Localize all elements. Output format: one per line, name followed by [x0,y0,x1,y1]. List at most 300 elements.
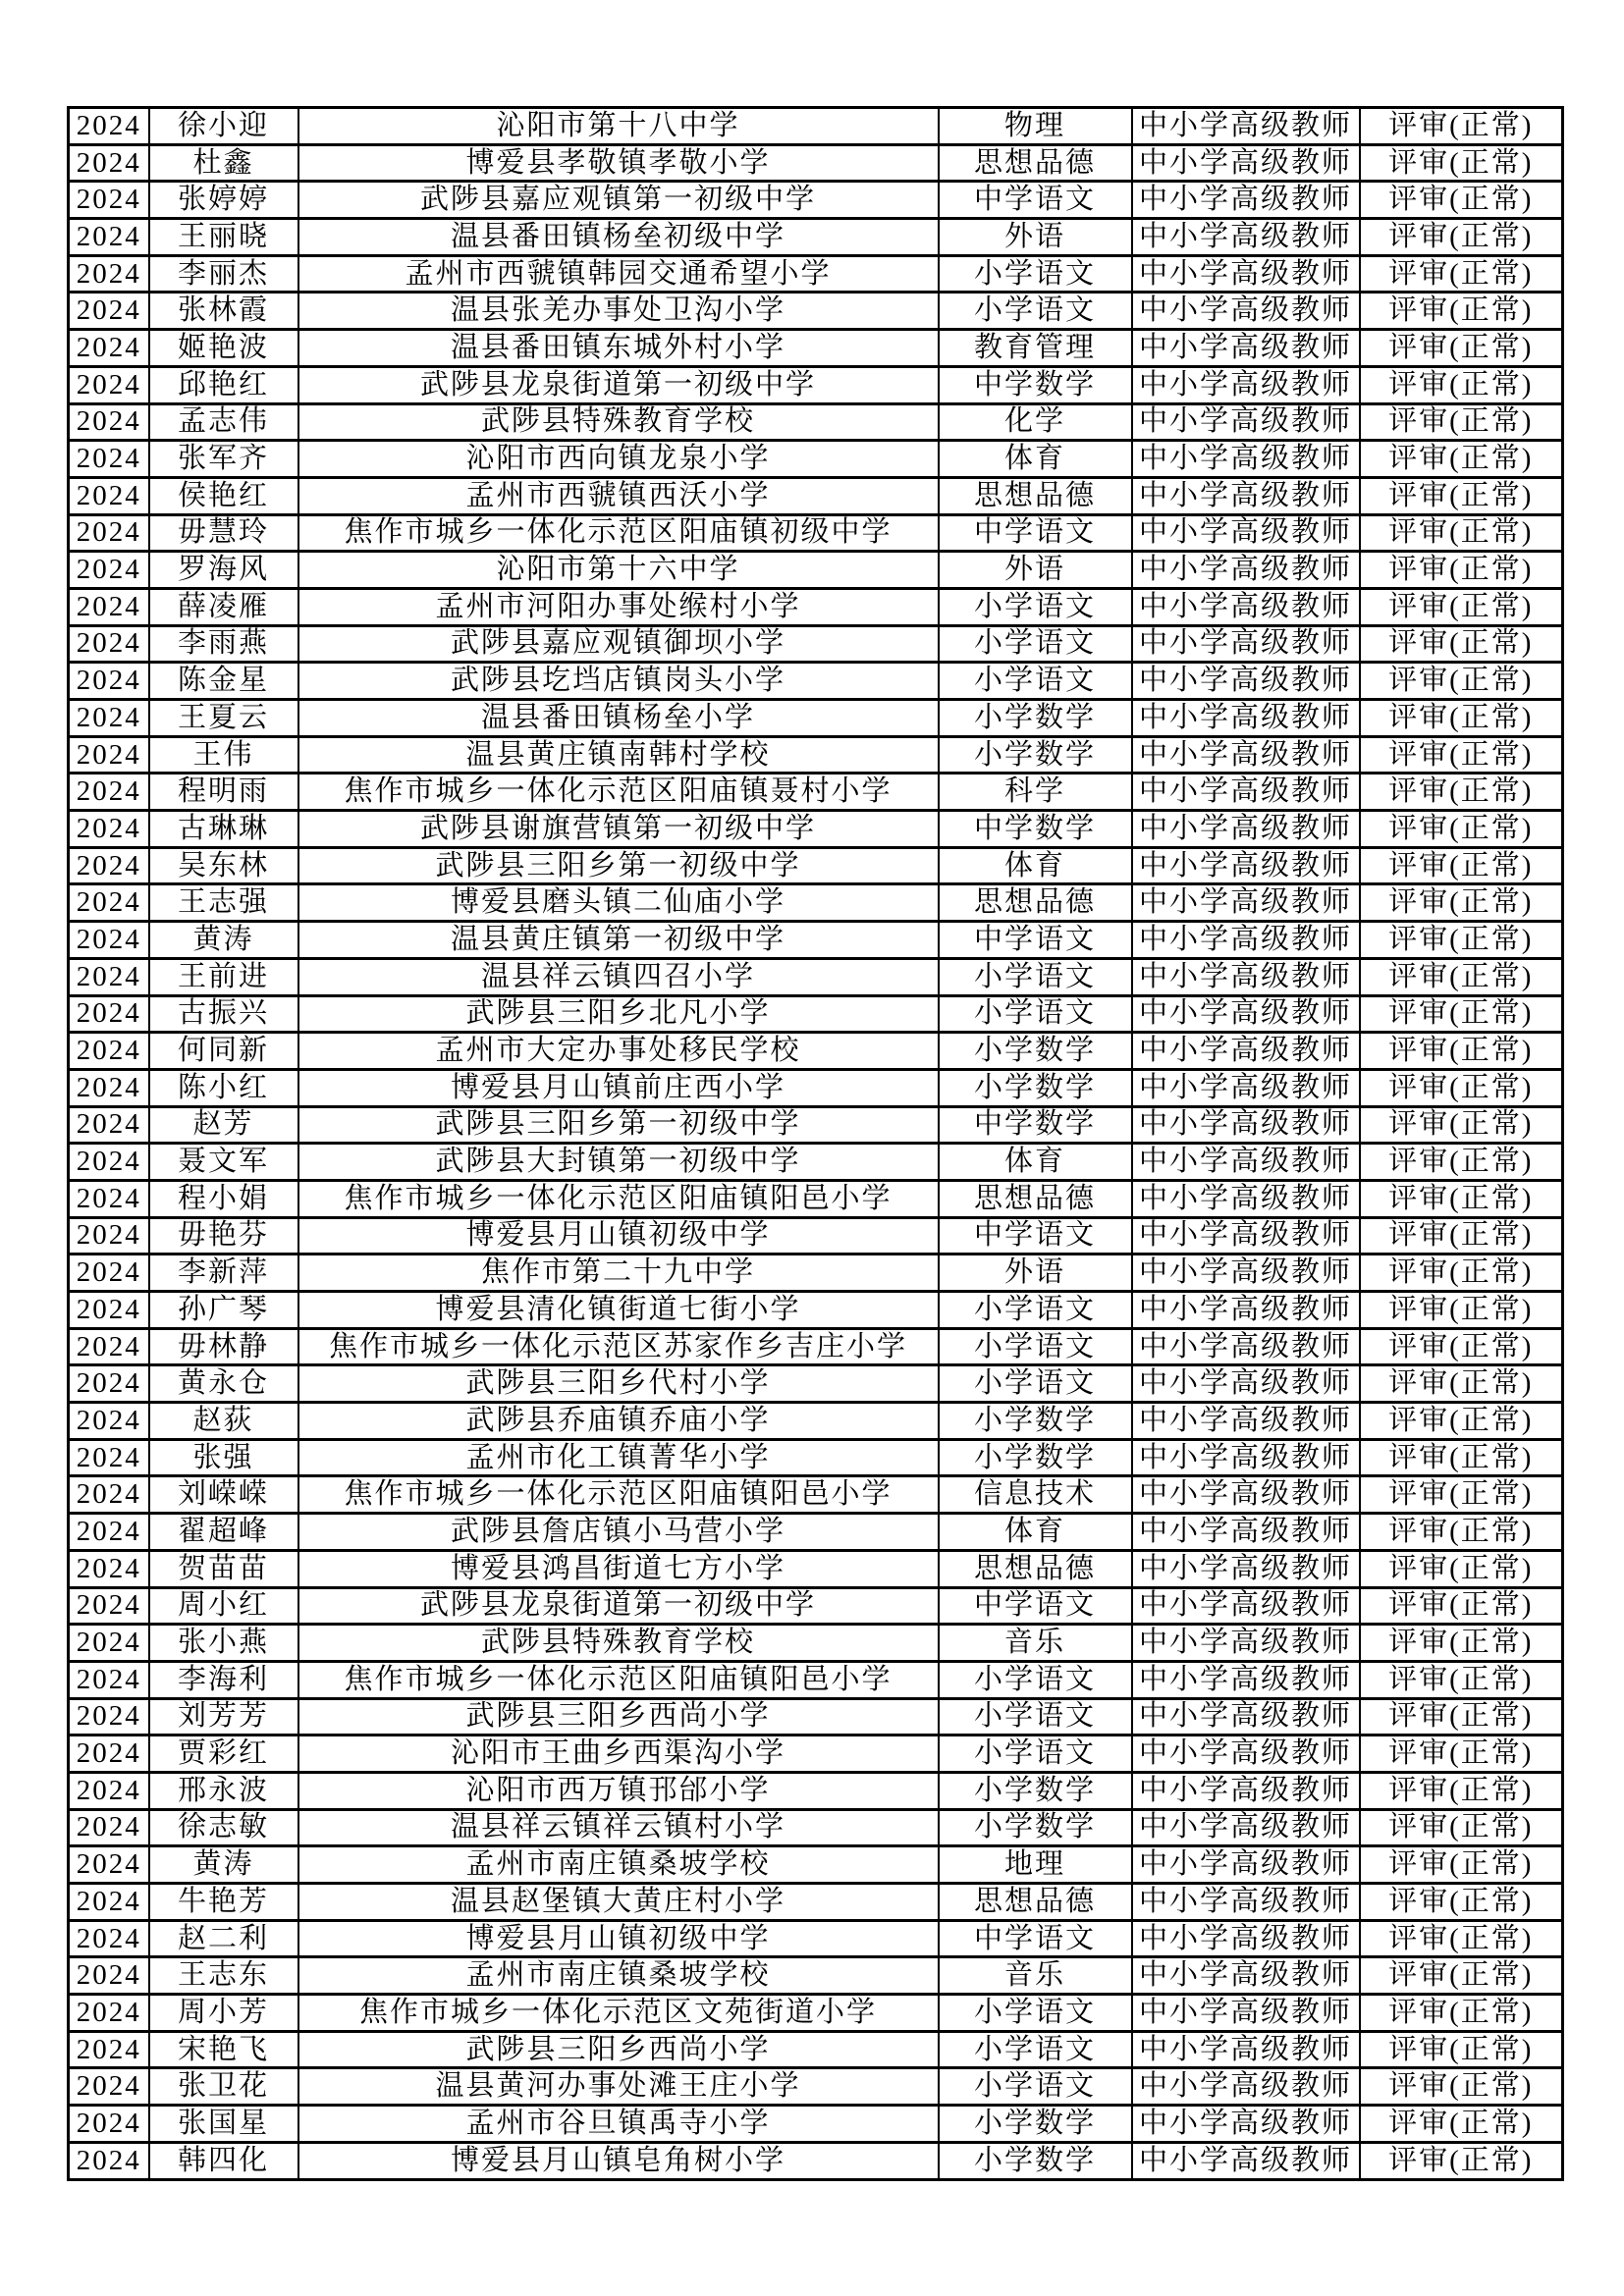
table-row [69,2106,1563,2143]
cell-review-result: 评审(正常) [1360,477,1563,514]
cell-teacher-name: 徐小迎 [149,108,298,145]
cell-school: 温县张羌办事处卫沟小学 [298,293,939,330]
cell-year: 2024 [69,477,149,514]
table-row [69,847,1563,884]
cell-year: 2024 [69,1439,149,1476]
cell-school: 武陟县特殊教育学校 [298,403,939,441]
cell-review-result: 评审(正常) [1360,2106,1563,2143]
cell-title-rank: 中小学高级教师 [1132,1292,1360,1329]
cell-title-rank: 中小学高级教师 [1132,330,1360,367]
cell-teacher-name: 姬艳波 [149,330,298,367]
cell-title-rank: 中小学高级教师 [1132,293,1360,330]
cell-review-result: 评审(正常) [1360,1292,1563,1329]
cell-year: 2024 [69,1772,149,1809]
cell-year: 2024 [69,1403,149,1440]
cell-year: 2024 [69,1514,149,1551]
cell-subject: 化学 [939,403,1132,441]
table-row [69,1809,1563,1846]
cell-teacher-name: 李新萍 [149,1255,298,1292]
cell-year: 2024 [69,2142,149,2179]
cell-subject: 小学语文 [939,255,1132,293]
cell-school: 博爱县孝敬镇孝敬小学 [298,144,939,182]
cell-teacher-name: 王丽晓 [149,219,298,256]
cell-year: 2024 [69,1661,149,1698]
cell-teacher-name: 杜鑫 [149,144,298,182]
table-row [69,588,1563,625]
table-row [69,1255,1563,1292]
cell-school: 沁阳市西向镇龙泉小学 [298,441,939,478]
cell-review-result: 评审(正常) [1360,1106,1563,1144]
cell-title-rank: 中小学高级教师 [1132,1995,1360,2032]
cell-subject: 小学语文 [939,663,1132,700]
cell-teacher-name: 宋艳飞 [149,2031,298,2068]
cell-review-result: 评审(正常) [1360,514,1563,552]
cell-teacher-name: 古振兴 [149,995,298,1033]
cell-review-result: 评审(正常) [1360,811,1563,848]
cell-title-rank: 中小学高级教师 [1132,1514,1360,1551]
table-row [69,1920,1563,1957]
cell-teacher-name: 李丽杰 [149,255,298,293]
cell-school: 武陟县龙泉街道第一初级中学 [298,366,939,403]
cell-school: 焦作市城乡一体化示范区阳庙镇阳邑小学 [298,1476,939,1514]
cell-review-result: 评审(正常) [1360,2068,1563,2106]
table-row [69,995,1563,1033]
cell-review-result: 评审(正常) [1360,1957,1563,1995]
table-row [69,625,1563,663]
cell-title-rank: 中小学高级教师 [1132,144,1360,182]
cell-review-result: 评审(正常) [1360,366,1563,403]
cell-subject: 体育 [939,1514,1132,1551]
cell-title-rank: 中小学高级教师 [1132,1550,1360,1587]
cell-title-rank: 中小学高级教师 [1132,1033,1360,1070]
cell-teacher-name: 徐志敏 [149,1809,298,1846]
cell-review-result: 评审(正常) [1360,1846,1563,1884]
cell-title-rank: 中小学高级教师 [1132,219,1360,256]
cell-teacher-name: 王夏云 [149,700,298,737]
table-row [69,811,1563,848]
cell-title-rank: 中小学高级教师 [1132,700,1360,737]
cell-subject: 小学语文 [939,293,1132,330]
cell-title-rank: 中小学高级教师 [1132,1069,1360,1106]
cell-title-rank: 中小学高级教师 [1132,1255,1360,1292]
cell-year: 2024 [69,1920,149,1957]
table-row [69,1846,1563,1884]
cell-school: 焦作市城乡一体化示范区阳庙镇阳邑小学 [298,1180,939,1217]
table-row [69,1698,1563,1735]
cell-review-result: 评审(正常) [1360,1255,1563,1292]
cell-title-rank: 中小学高级教师 [1132,1403,1360,1440]
cell-school: 沁阳市王曲乡西渠沟小学 [298,1735,939,1773]
table-row [69,1403,1563,1440]
cell-year: 2024 [69,1255,149,1292]
cell-title-rank: 中小学高级教师 [1132,588,1360,625]
cell-teacher-name: 王前进 [149,958,298,995]
cell-teacher-name: 毋林静 [149,1328,298,1365]
table-row [69,1587,1563,1625]
table-row [69,1033,1563,1070]
cell-subject: 小学数学 [939,1772,1132,1809]
cell-title-rank: 中小学高级教师 [1132,1957,1360,1995]
cell-school: 武陟县三阳乡西尚小学 [298,2031,939,2068]
cell-school: 博爱县月山镇初级中学 [298,1920,939,1957]
cell-school: 温县祥云镇祥云镇村小学 [298,1809,939,1846]
cell-teacher-name: 王志东 [149,1957,298,1995]
cell-school: 沁阳市西万镇邘邰小学 [298,1772,939,1809]
table-row [69,884,1563,922]
cell-subject: 小学数学 [939,736,1132,774]
cell-year: 2024 [69,2031,149,2068]
cell-teacher-name: 李海利 [149,1661,298,1698]
table-row [69,922,1563,959]
cell-review-result: 评审(正常) [1360,330,1563,367]
table-row [69,108,1563,145]
cell-subject: 教育管理 [939,330,1132,367]
cell-review-result: 评审(正常) [1360,108,1563,145]
cell-review-result: 评审(正常) [1360,1180,1563,1217]
cell-subject: 中学语文 [939,182,1132,219]
cell-subject: 音乐 [939,1957,1132,1995]
cell-teacher-name: 翟超峰 [149,1514,298,1551]
cell-review-result: 评审(正常) [1360,2031,1563,2068]
cell-teacher-name: 陈小红 [149,1069,298,1106]
cell-title-rank: 中小学高级教师 [1132,1920,1360,1957]
cell-year: 2024 [69,884,149,922]
cell-year: 2024 [69,182,149,219]
table-row [69,1476,1563,1514]
cell-review-result: 评审(正常) [1360,293,1563,330]
cell-subject: 中学数学 [939,1106,1132,1144]
cell-title-rank: 中小学高级教师 [1132,847,1360,884]
cell-teacher-name: 李雨燕 [149,625,298,663]
cell-teacher-name: 邢永波 [149,1772,298,1809]
table-row [69,1550,1563,1587]
cell-school: 武陟县三阳乡第一初级中学 [298,847,939,884]
cell-year: 2024 [69,1292,149,1329]
cell-year: 2024 [69,588,149,625]
cell-title-rank: 中小学高级教师 [1132,1144,1360,1181]
cell-year: 2024 [69,1476,149,1514]
cell-year: 2024 [69,847,149,884]
cell-teacher-name: 王志强 [149,884,298,922]
cell-subject: 外语 [939,1255,1132,1292]
cell-year: 2024 [69,330,149,367]
cell-review-result: 评审(正常) [1360,736,1563,774]
cell-subject: 小学语文 [939,1365,1132,1403]
cell-review-result: 评审(正常) [1360,774,1563,811]
cell-title-rank: 中小学高级教师 [1132,736,1360,774]
cell-teacher-name: 吴东林 [149,847,298,884]
cell-title-rank: 中小学高级教师 [1132,1884,1360,1921]
cell-school: 武陟县特殊教育学校 [298,1625,939,1662]
table-row [69,514,1563,552]
cell-teacher-name: 黄永仓 [149,1365,298,1403]
cell-title-rank: 中小学高级教师 [1132,625,1360,663]
cell-year: 2024 [69,144,149,182]
cell-teacher-name: 罗海风 [149,552,298,589]
table-row [69,477,1563,514]
cell-subject: 体育 [939,441,1132,478]
cell-year: 2024 [69,1698,149,1735]
table-row [69,774,1563,811]
cell-subject: 思想品德 [939,477,1132,514]
cell-title-rank: 中小学高级教师 [1132,995,1360,1033]
cell-school: 博爱县清化镇街道七街小学 [298,1292,939,1329]
cell-year: 2024 [69,736,149,774]
cell-subject: 思想品德 [939,1884,1132,1921]
cell-year: 2024 [69,293,149,330]
cell-review-result: 评审(正常) [1360,1476,1563,1514]
cell-review-result: 评审(正常) [1360,1550,1563,1587]
cell-school: 孟州市西虢镇韩园交通希望小学 [298,255,939,293]
table-row [69,1514,1563,1551]
cell-review-result: 评审(正常) [1360,1403,1563,1440]
cell-teacher-name: 张婷婷 [149,182,298,219]
table-row [69,219,1563,256]
cell-review-result: 评审(正常) [1360,1698,1563,1735]
cell-subject: 中学数学 [939,366,1132,403]
cell-title-rank: 中小学高级教师 [1132,1661,1360,1698]
table-row [69,1772,1563,1809]
cell-title-rank: 中小学高级教师 [1132,403,1360,441]
table-row [69,1957,1563,1995]
cell-subject: 小学语文 [939,1328,1132,1365]
cell-school: 孟州市南庄镇桑坡学校 [298,1846,939,1884]
cell-subject: 小学语文 [939,1698,1132,1735]
cell-subject: 小学语文 [939,1661,1132,1698]
cell-subject: 小学数学 [939,1033,1132,1070]
cell-teacher-name: 黄涛 [149,922,298,959]
cell-school: 博爱县月山镇前庄西小学 [298,1069,939,1106]
cell-teacher-name: 张小燕 [149,1625,298,1662]
cell-review-result: 评审(正常) [1360,1217,1563,1255]
cell-school: 博爱县月山镇初级中学 [298,1217,939,1255]
cell-year: 2024 [69,1884,149,1921]
cell-subject: 小学语文 [939,2068,1132,2106]
cell-subject: 音乐 [939,1625,1132,1662]
cell-year: 2024 [69,403,149,441]
cell-teacher-name: 毋慧玲 [149,514,298,552]
cell-subject: 思想品德 [939,1180,1132,1217]
cell-subject: 中学语文 [939,514,1132,552]
cell-review-result: 评审(正常) [1360,625,1563,663]
cell-title-rank: 中小学高级教师 [1132,884,1360,922]
cell-school: 武陟县谢旗营镇第一初级中学 [298,811,939,848]
cell-school: 沁阳市第十八中学 [298,108,939,145]
table-row [69,293,1563,330]
cell-subject: 思想品德 [939,144,1132,182]
cell-teacher-name: 邱艳红 [149,366,298,403]
cell-subject: 小学语文 [939,588,1132,625]
cell-teacher-name: 周小红 [149,1587,298,1625]
cell-school: 温县番田镇杨垒初级中学 [298,219,939,256]
cell-school: 武陟县三阳乡西尚小学 [298,1698,939,1735]
cell-year: 2024 [69,2106,149,2143]
cell-school: 武陟县嘉应观镇第一初级中学 [298,182,939,219]
cell-teacher-name: 赵二利 [149,1920,298,1957]
cell-year: 2024 [69,2068,149,2106]
cell-teacher-name: 毋艳芬 [149,1217,298,1255]
cell-teacher-name: 孟志伟 [149,403,298,441]
table-row [69,1217,1563,1255]
cell-review-result: 评审(正常) [1360,1884,1563,1921]
cell-teacher-name: 张军齐 [149,441,298,478]
cell-teacher-name: 周小芳 [149,1995,298,2032]
cell-subject: 信息技术 [939,1476,1132,1514]
cell-school: 温县黄河办事处滩王庄小学 [298,2068,939,2106]
cell-school: 孟州市大定办事处移民学校 [298,1033,939,1070]
cell-school: 温县番田镇东城外村小学 [298,330,939,367]
cell-school: 孟州市化工镇菁华小学 [298,1439,939,1476]
cell-review-result: 评审(正常) [1360,1439,1563,1476]
cell-school: 焦作市第二十九中学 [298,1255,939,1292]
cell-year: 2024 [69,995,149,1033]
cell-title-rank: 中小学高级教师 [1132,1735,1360,1773]
cell-teacher-name: 薛凌雁 [149,588,298,625]
cell-teacher-name: 何同新 [149,1033,298,1070]
cell-title-rank: 中小学高级教师 [1132,552,1360,589]
cell-year: 2024 [69,1328,149,1365]
cell-review-result: 评审(正常) [1360,2142,1563,2179]
cell-teacher-name: 赵荻 [149,1403,298,1440]
cell-review-result: 评审(正常) [1360,552,1563,589]
cell-subject: 小学数学 [939,1403,1132,1440]
cell-teacher-name: 贺苗苗 [149,1550,298,1587]
cell-year: 2024 [69,922,149,959]
table-row [69,403,1563,441]
cell-subject: 地理 [939,1846,1132,1884]
cell-title-rank: 中小学高级教师 [1132,108,1360,145]
cell-year: 2024 [69,1846,149,1884]
cell-year: 2024 [69,1217,149,1255]
cell-teacher-name: 刘芳芳 [149,1698,298,1735]
table-row [69,1661,1563,1698]
cell-school: 焦作市城乡一体化示范区阳庙镇初级中学 [298,514,939,552]
cell-year: 2024 [69,552,149,589]
cell-teacher-name: 程明雨 [149,774,298,811]
cell-review-result: 评审(正常) [1360,1365,1563,1403]
cell-subject: 思想品德 [939,1550,1132,1587]
cell-title-rank: 中小学高级教师 [1132,1772,1360,1809]
cell-review-result: 评审(正常) [1360,1772,1563,1809]
cell-review-result: 评审(正常) [1360,403,1563,441]
cell-title-rank: 中小学高级教师 [1132,2142,1360,2179]
cell-year: 2024 [69,1809,149,1846]
cell-review-result: 评审(正常) [1360,847,1563,884]
cell-year: 2024 [69,1106,149,1144]
cell-subject: 小学语文 [939,1735,1132,1773]
cell-year: 2024 [69,663,149,700]
cell-title-rank: 中小学高级教师 [1132,255,1360,293]
cell-school: 武陟县詹店镇小马营小学 [298,1514,939,1551]
cell-title-rank: 中小学高级教师 [1132,1476,1360,1514]
cell-teacher-name: 贾彩红 [149,1735,298,1773]
cell-subject: 中学语文 [939,922,1132,959]
cell-year: 2024 [69,219,149,256]
cell-subject: 小学数学 [939,2106,1132,2143]
cell-year: 2024 [69,1587,149,1625]
cell-school: 焦作市城乡一体化示范区阳庙镇聂村小学 [298,774,939,811]
cell-review-result: 评审(正常) [1360,958,1563,995]
cell-subject: 小学数学 [939,1439,1132,1476]
cell-school: 温县黄庄镇南韩村学校 [298,736,939,774]
cell-title-rank: 中小学高级教师 [1132,2068,1360,2106]
cell-subject: 中学语文 [939,1920,1132,1957]
cell-subject: 中学数学 [939,811,1132,848]
cell-teacher-name: 张林霞 [149,293,298,330]
cell-review-result: 评审(正常) [1360,144,1563,182]
cell-year: 2024 [69,1180,149,1217]
cell-teacher-name: 张强 [149,1439,298,1476]
cell-title-rank: 中小学高级教师 [1132,1365,1360,1403]
cell-review-result: 评审(正常) [1360,1735,1563,1773]
cell-school: 孟州市河阳办事处缑村小学 [298,588,939,625]
cell-title-rank: 中小学高级教师 [1132,1180,1360,1217]
cell-title-rank: 中小学高级教师 [1132,2031,1360,2068]
cell-review-result: 评审(正常) [1360,441,1563,478]
cell-school: 武陟县龙泉街道第一初级中学 [298,1587,939,1625]
cell-subject: 小学数学 [939,2142,1132,2179]
table-row [69,552,1563,589]
table-row [69,1069,1563,1106]
cell-review-result: 评审(正常) [1360,663,1563,700]
cell-title-rank: 中小学高级教师 [1132,1698,1360,1735]
cell-teacher-name: 张卫花 [149,2068,298,2106]
cell-school: 孟州市南庄镇桑坡学校 [298,1957,939,1995]
cell-year: 2024 [69,1033,149,1070]
cell-teacher-name: 孙广琴 [149,1292,298,1329]
cell-school: 孟州市谷旦镇禹寺小学 [298,2106,939,2143]
cell-review-result: 评审(正常) [1360,1033,1563,1070]
table-row [69,2142,1563,2179]
cell-subject: 外语 [939,552,1132,589]
table-row [69,441,1563,478]
cell-review-result: 评审(正常) [1360,1661,1563,1698]
cell-school: 温县祥云镇四召小学 [298,958,939,995]
cell-school: 武陟县乔庙镇乔庙小学 [298,1403,939,1440]
cell-title-rank: 中小学高级教师 [1132,811,1360,848]
cell-subject: 物理 [939,108,1132,145]
table-row [69,330,1563,367]
table-row [69,2031,1563,2068]
table-row [69,1365,1563,1403]
cell-school: 焦作市城乡一体化示范区阳庙镇阳邑小学 [298,1661,939,1698]
table-row [69,736,1563,774]
cell-title-rank: 中小学高级教师 [1132,1217,1360,1255]
cell-review-result: 评审(正常) [1360,1514,1563,1551]
roster-table-body [69,108,1563,2180]
cell-school: 孟州市西虢镇西沃小学 [298,477,939,514]
cell-year: 2024 [69,1957,149,1995]
cell-school: 武陟县三阳乡代村小学 [298,1365,939,1403]
cell-subject: 中学语文 [939,1217,1132,1255]
cell-teacher-name: 古琳琳 [149,811,298,848]
cell-subject: 小学数学 [939,1069,1132,1106]
cell-subject: 小学语文 [939,958,1132,995]
cell-teacher-name: 侯艳红 [149,477,298,514]
cell-title-rank: 中小学高级教师 [1132,182,1360,219]
cell-school: 温县赵堡镇大黄庄村小学 [298,1884,939,1921]
cell-review-result: 评审(正常) [1360,1995,1563,2032]
cell-school: 温县番田镇杨垒小学 [298,700,939,737]
table-row [69,2068,1563,2106]
cell-year: 2024 [69,958,149,995]
table-row [69,700,1563,737]
cell-review-result: 评审(正常) [1360,922,1563,959]
cell-teacher-name: 牛艳芳 [149,1884,298,1921]
cell-school: 武陟县三阳乡北凡小学 [298,995,939,1033]
table-row [69,144,1563,182]
cell-title-rank: 中小学高级教师 [1132,477,1360,514]
